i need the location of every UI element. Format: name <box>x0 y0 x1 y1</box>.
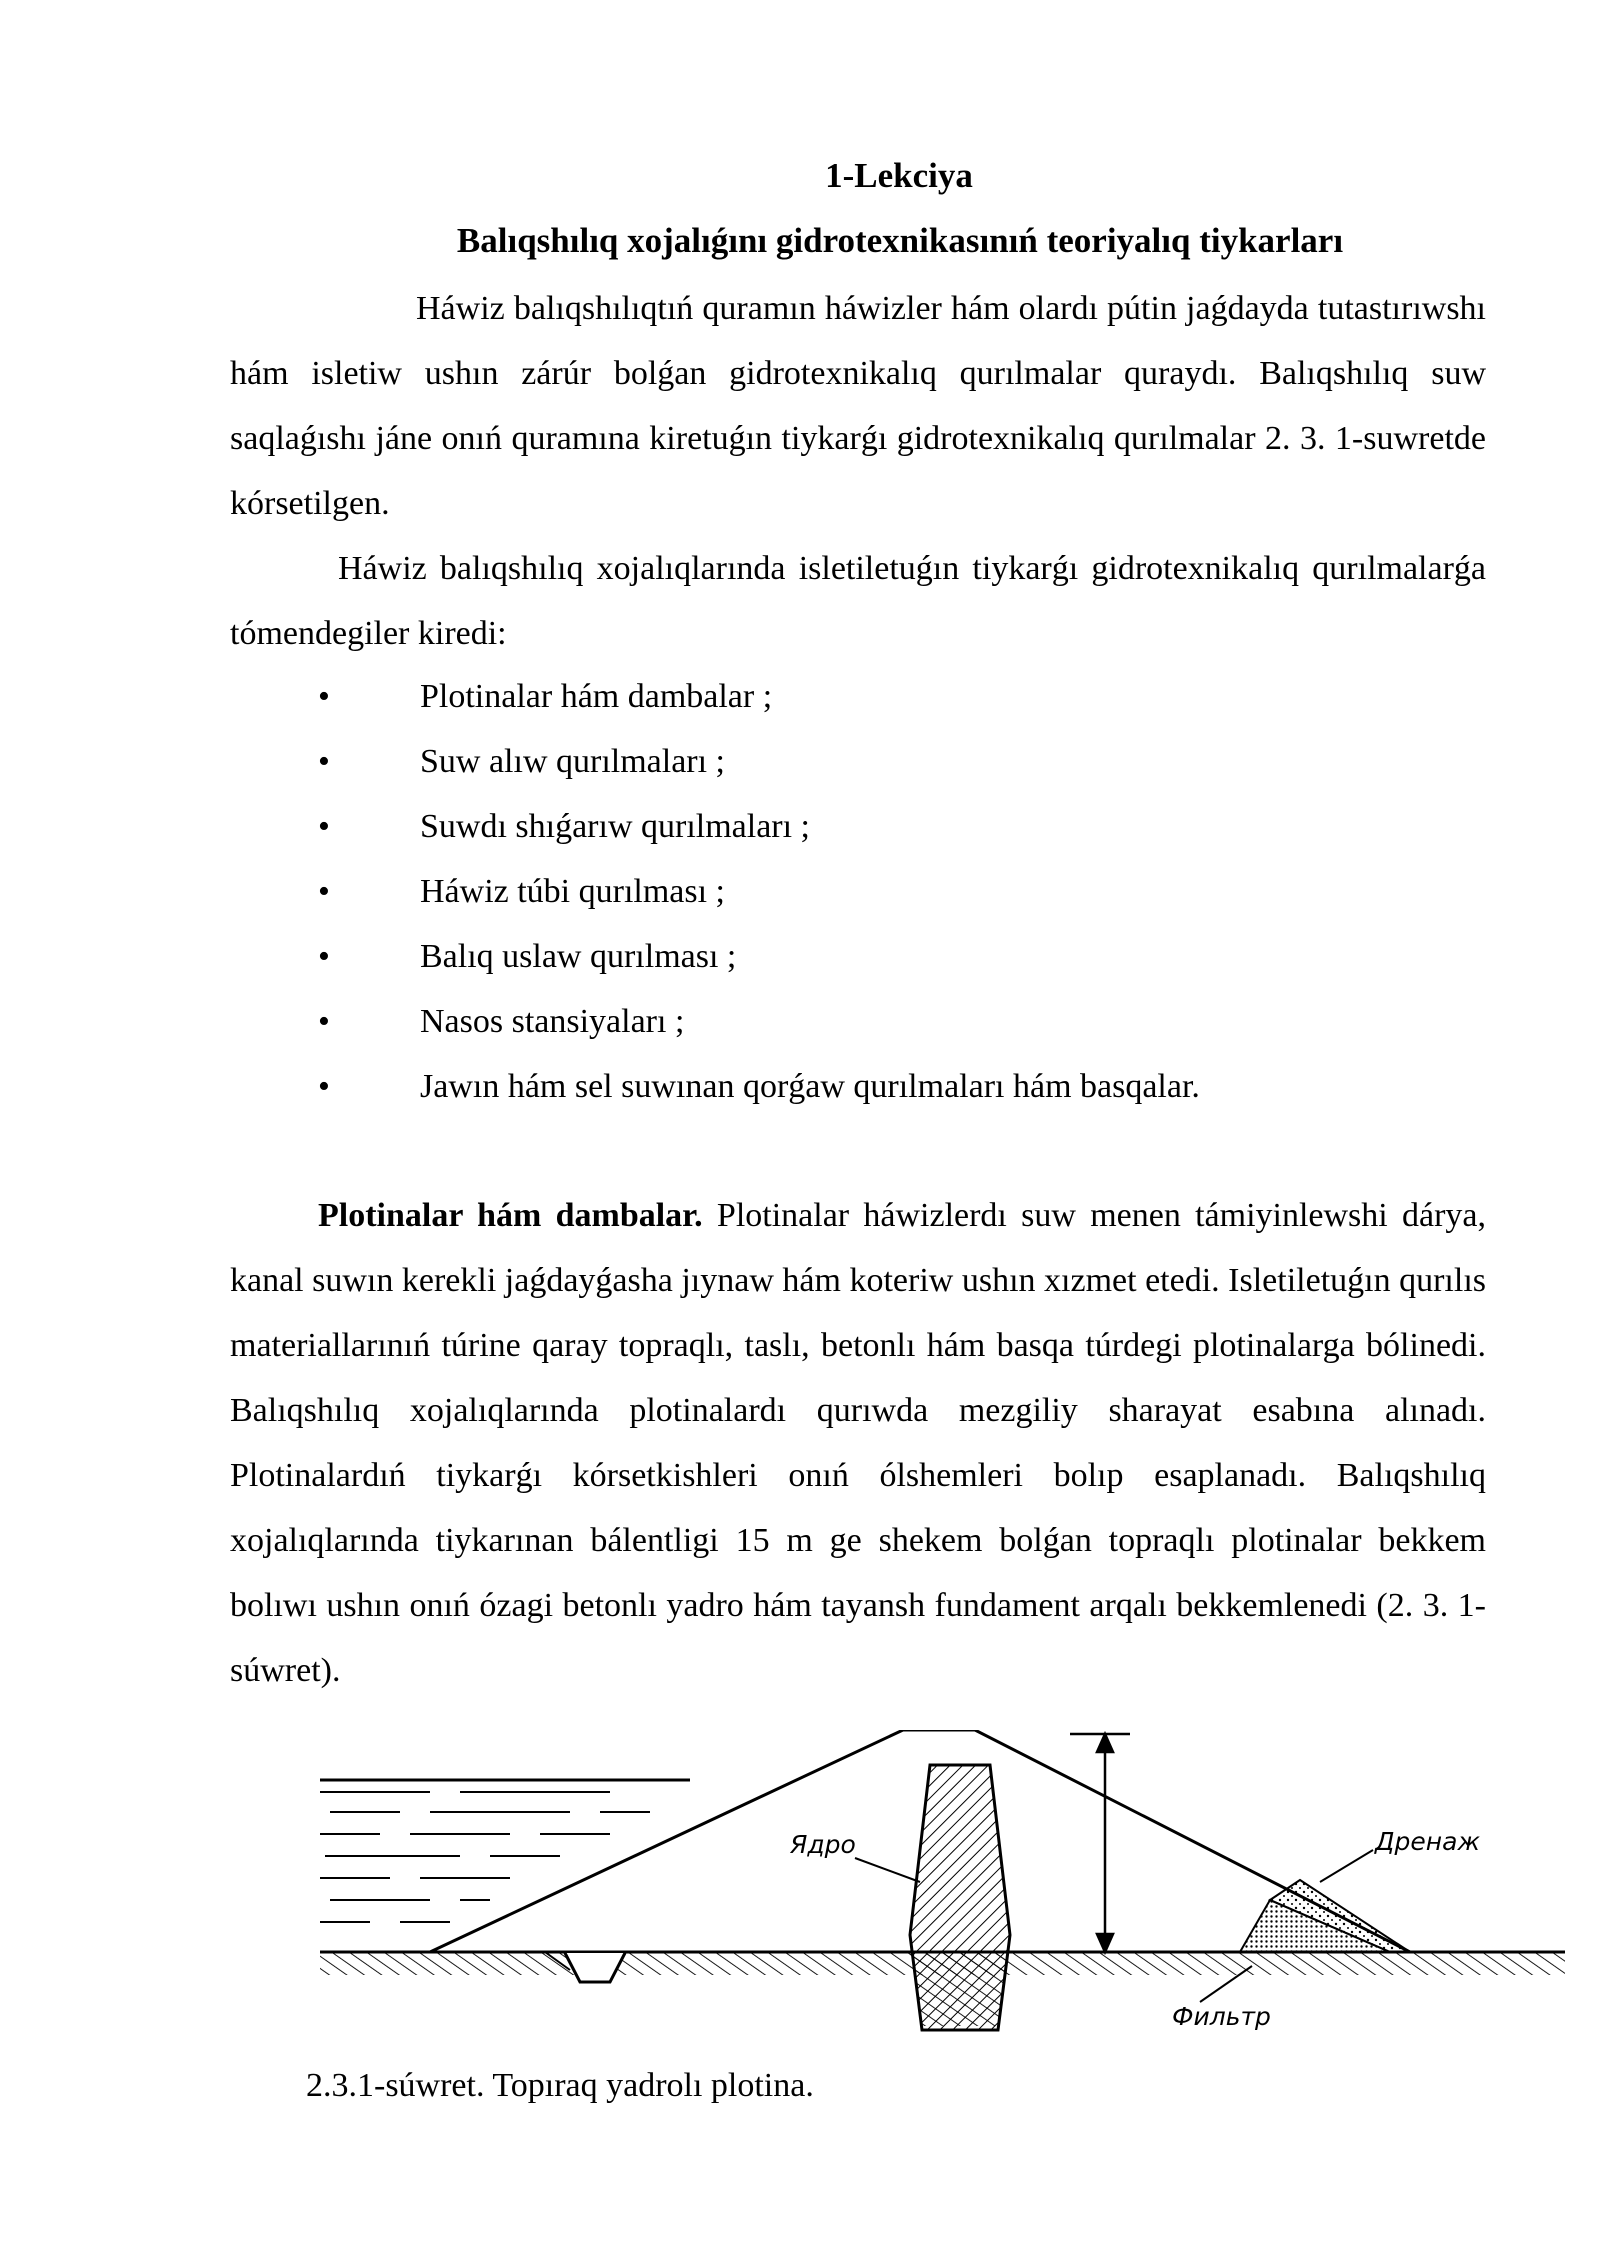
structures-list <box>230 664 1200 1119</box>
figure-caption: 2.3.1-súwret. Topıraq yadrolı plotina. <box>306 2067 814 2104</box>
list-item-text: Suwdı shıǵarıw qurılmaları ; <box>420 808 811 845</box>
dam-core <box>910 1765 1010 2030</box>
list-item-text: Nasos stansiyaları ; <box>420 1003 685 1040</box>
bullet-icon: • <box>318 938 330 975</box>
bullet-icon: • <box>318 743 330 780</box>
list-item <box>230 729 1200 794</box>
core-label: Ядро <box>790 1830 856 1859</box>
water-body <box>320 1780 690 1922</box>
drainage-label: Дренаж <box>1375 1827 1480 1856</box>
list-item <box>230 1054 1200 1119</box>
list-item-text: Háwiz túbi qurılması ; <box>420 873 726 910</box>
list-item <box>230 924 1200 989</box>
lead-paragraph: Háwiz balıqshılıq xojalıqlarında isletiletuǵın tiykarǵı gidrotexnikalıq qurılmalarǵa tómendegiler kiredi: <box>230 550 1486 652</box>
bullet-icon: • <box>318 873 330 910</box>
bullet-icon: • <box>318 1003 330 1040</box>
list-item <box>230 989 1200 1054</box>
upstream-trench <box>565 1953 625 1982</box>
bullet-icon: • <box>318 1068 330 1105</box>
list-item <box>230 859 1200 924</box>
intro-paragraph: Háwiz balıqshılıqtıń quramın háwizler hám olardı pútin jaǵdayda tutastırıwshı hám isletiw ushın zárúr bolǵan gidrotexnikalıq qurılmalar quraydı. Balıqshılıq suw saqlaǵıshı jáne onıń quramına kiretuǵın tiykarǵı gidrotexnikalıq qurılmalar 2. 3. 1-suwretde kórsetilgen. <box>230 290 1486 522</box>
list-item-text: Jawın hám sel suwınan qorǵaw qurılmaları hám basqalar. <box>420 1068 1200 1105</box>
lecture-number: 1-Lekciya <box>825 156 973 195</box>
lecture-title: Balıqshılıq xojalıǵını gidrotexnikasınıń teoriyalıq tiykarları <box>456 221 1344 260</box>
filter-label: Фильтр <box>1172 2002 1271 2031</box>
list-item-text: Plotinalar hám dambalar ; <box>420 678 773 715</box>
dam-cross-section-figure <box>310 1730 1580 2050</box>
list-item-text: Suw alıw qurılmaları ; <box>420 743 726 780</box>
bullet-icon: • <box>318 678 330 715</box>
section-paragraph <box>230 1183 1486 1703</box>
list-item <box>230 794 1200 859</box>
list-item-text: Balıq uslaw qurılması ; <box>420 938 737 975</box>
section-body: Plotinalar háwizlerdı suw menen támiyinlewshi dárya, kanal suwın kerekli jaǵdayǵasha jıynaw hám koteriw ushın xızmet etedi. Isletiletuǵın qurılıs materiallarınıń túrine qaray topraqlı, taslı, betonlı hám basqa túrdegi plotinalarga bólinedi. Balıqshılıq xojalıqlarında plotinalardı qurıwda mezgiliy sharayat esabına alınadı. Plotinalardıń tiykarǵı kórsetkishleri onıń ólshemleri bolıp esaplanadı. Balıqshılıq xojalıqlarında tiykarınan bálentligi 15 m ge shekem bolǵan topraqlı plotinalar bekkem bolıwı ushın onıń ózagi betonlı yadro hám tayansh fundament arqalı bekkemlenedi (2. 3. 1-súwret). <box>230 1197 1487 1689</box>
section-heading: Plotinalar hám dambalar. <box>318 1197 703 1234</box>
height-dimension <box>1070 1734 1130 1952</box>
bullet-icon: • <box>318 808 330 845</box>
list-item <box>230 664 1200 729</box>
